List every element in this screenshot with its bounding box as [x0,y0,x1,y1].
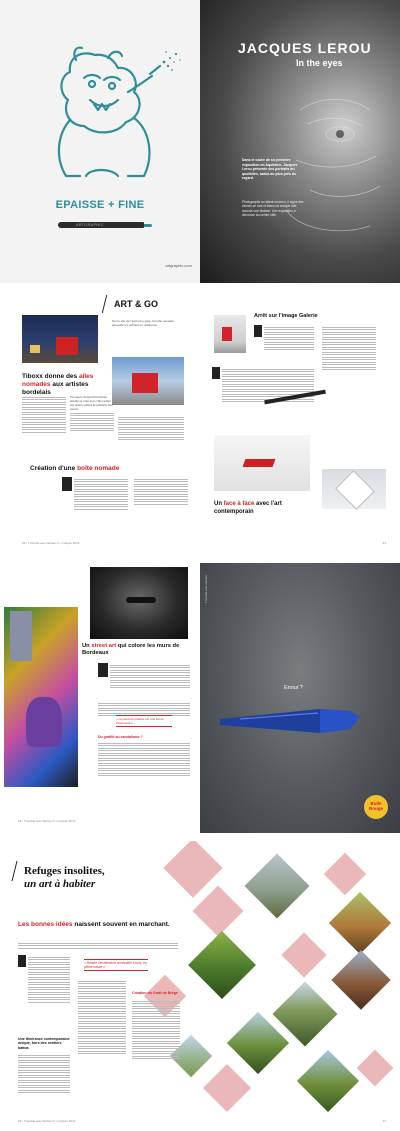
portrait-subtitle: In the eyes [296,58,343,68]
ad-slogan [0,199,200,211]
pen-label: ARTGRAPHIC [76,222,104,227]
refuges-title [24,865,174,891]
spread-1 [0,0,400,283]
mural-building [10,611,32,661]
refuges-quote: « Rendre l'architecture accessible à tous, en pleine nature » [84,959,148,971]
street-quote: « La peinture urbaine est une forme d'expression » [116,715,172,727]
drop-cap-d [18,955,26,967]
photo-snow-red [214,435,310,491]
spread-3 [0,563,400,833]
photo-graffiti-face [90,567,188,639]
refuges-lede-rest: naissent souvent en marchant. [74,921,170,928]
pen-ad-page [200,563,400,833]
pink-diamond-5 [281,932,326,977]
white-structure-shape [335,470,375,510]
spread-4 [0,841,400,1131]
drop-cap-l [62,477,72,491]
pen-product [58,222,144,228]
portrait-intro: Dans le cadre de sa première exposition en Aquitaine, Jacques Lerou présente ses portraits du quotidien, saisis au plus près du regard. [242,158,298,181]
ad-vertical-text: Trouville-aux-Vaches [204,575,208,603]
ad-question: Ennui ? [284,685,303,691]
gallery-red-panel [222,327,232,341]
pink-diamond-6 [203,1064,251,1112]
street-art-pre: Un [82,643,90,649]
photo-diamond-5 [331,950,390,1009]
art-go-page-left [0,291,200,555]
pink-diamond-7 [357,1050,394,1087]
red-object [243,459,276,467]
photo-diamond-2 [329,892,391,954]
photo-white-structure [322,469,386,509]
separator-1 [0,283,400,291]
ad-url: artgraphic.com [165,263,192,268]
photo-red-box [112,357,184,405]
galerie-col-1 [264,325,314,352]
tent-glow [30,345,40,353]
refuges-col-1b [18,1053,70,1095]
refuges-sub1: Une itinérance contemporaine unique, hors des sentiers battus [18,1037,70,1050]
tiboxx-col-3 [118,415,184,442]
portrait-body: Photographe au talent reconnu, il signe des clichés en noir et blanc où chaque ride raconte une histoire. Une exposition à découvrir au centre-ville. [242,200,304,218]
section-nomade-highlight: boîte nomade [77,465,120,472]
section-nomade [30,465,190,472]
mural-figure [26,697,62,747]
spread-2 [0,291,400,555]
section-nomade-pre: Création d'une [30,465,76,472]
drop-cap-n [212,367,220,379]
street-art-title [82,643,192,657]
gorilla-illustration [0,0,200,200]
facetoface-highlight: face à face [223,501,255,507]
portrait-page [200,0,400,283]
spread2-footer-right: 23 [382,541,386,545]
pink-diamond-3 [324,853,366,895]
photo-diamond-3 [188,931,256,999]
graffiti-eyes [126,597,156,603]
galerie-page-right [200,291,400,555]
nomade-col-1 [74,477,128,511]
nomade-col-2 [134,477,188,506]
street-sub: Du graffiti au vandalisme ? [98,735,143,739]
refuges-title-line2: un art à habiter [24,878,96,890]
photo-tent-night [22,315,98,363]
blue-pen-cap [200,685,400,765]
red-box-shape [132,373,158,393]
pen-tip [144,224,152,227]
pink-diamond-2 [193,886,244,937]
refuges-intro-lines [18,941,178,950]
separator-3 [0,833,400,841]
street-col-1 [110,663,190,690]
art-go-title: ART & GO [114,299,158,309]
ad-logo [364,795,388,819]
refuges-lede-highlight: Les bonnes idées [18,921,73,928]
street-art-page [0,563,200,833]
drop-cap-a [254,325,262,337]
tiboxx-title-pre: Tiboxx donne des [22,373,78,380]
refuges-sub2: Création du Graft de Brège [132,991,178,995]
spread2-footer-left: 22 • Trouville-aux-Vaches N • mai/juin 2013 [22,541,80,545]
ad-logo-line2: Rouge [369,806,383,811]
refuges-col-2 [78,979,126,1056]
ad-logo-line1: Bulle [370,801,382,806]
refuges-title-line1: Refuges insolites, [24,865,105,877]
tiboxx-body: Un espace d'exposition mobile installé au cœur de la ville permet aux jeunes artistes de présenter leur travail. [70,395,113,411]
facetoface-title [214,501,314,516]
header-bracket [102,295,113,313]
slogan-plus: + [107,199,115,211]
separator-2 [0,555,400,563]
street-col-3 [98,741,190,778]
art-go-header [104,295,194,313]
ad-page [0,0,200,283]
tiboxx-title-highlight: ailes nomades [22,373,94,388]
refuges-col-3 [132,999,180,1061]
photo-diamond-1 [244,853,309,918]
drop-cap-q [98,663,108,677]
slogan-right: FINE [118,199,145,211]
refuges-col-1 [28,955,70,1004]
spread4-footer-left: 26 • Trouville-aux-Vaches N • mai/juin 2013 [18,1119,76,1123]
street-art-highlight: street art [91,643,117,649]
portrait-title: JACQUES LEROU [238,40,372,56]
galerie-col-2 [322,325,376,372]
spread3-footer-left: 24 • Trouville-aux-Vaches N • mai/juin 2013 [18,819,76,823]
photo-diamond-7 [297,1050,359,1112]
tiboxx-col-2 [70,395,114,433]
art-go-caption: Sur le site de l'ancienne gare, la boîte nomade accueille les artistes en résidence. [112,319,174,327]
tiboxx-title-post: aux artistes bordelais [22,381,89,396]
tent-shape [56,337,78,355]
street-art-post: qui colore les murs de Bordeaux [82,643,180,656]
tiboxx-col-1 [22,395,66,434]
facetoface-post: avec l'art contemporain [214,501,282,515]
spread4-footer-right: 27 [382,1119,386,1123]
slogan-left: EPAISSE [55,199,105,211]
photo-gallery-room [214,315,246,353]
galerie-title: Arrêt sur l'image Galerie [254,313,318,319]
photo-street-mural [4,607,78,787]
facetoface-pre: Un [214,501,222,507]
tiboxx-title [22,373,102,397]
refuges-lede [18,921,178,929]
